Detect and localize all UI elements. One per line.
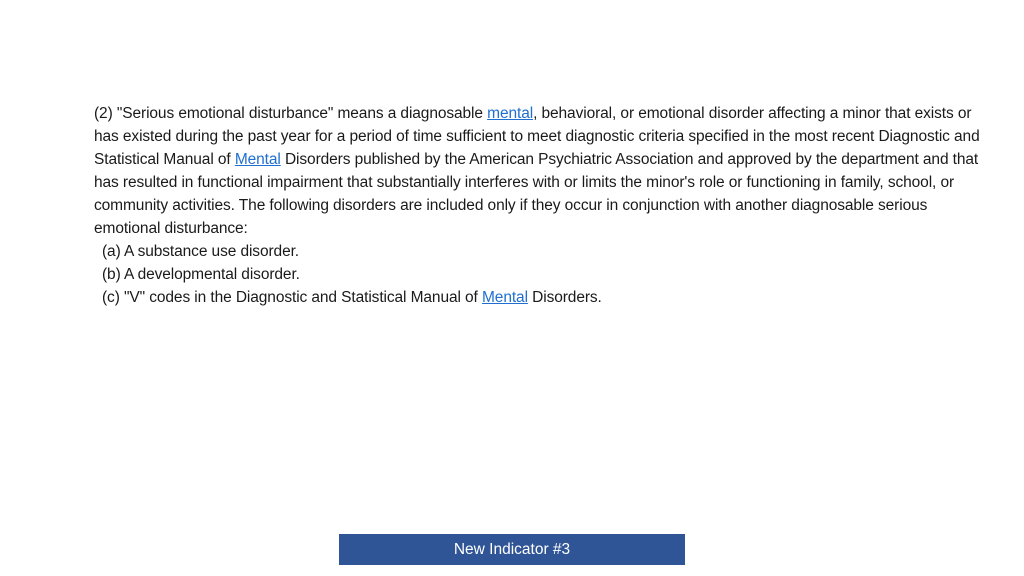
- footer-banner: [339, 534, 685, 565]
- definition-paragraph: [94, 102, 994, 240]
- footer-label: New Indicator #3: [453, 541, 571, 558]
- list-item-c: [94, 286, 994, 309]
- list-item-a: (a) A substance use disorder.: [102, 243, 299, 260]
- list-item-c-start: (c) "V" codes in the Diagnostic and Statistical Manual of: [102, 289, 482, 306]
- list-item-c-end: Disorders.: [527, 289, 602, 306]
- list-item-b: (b) A developmental disorder.: [102, 266, 300, 283]
- definition-text-end: Disorders published by the American Psychiatric Association and approved by the department and that has resulted in functional impairment that substantially interferes with or limits the minor's role or functioning in family, school, or community activities. The following disorders are included only if they occur in conjunction with another diagnosable serious emotional disturbance:: [94, 151, 979, 237]
- definition-text-middle: , behavioral, or emotional disorder affecting a minor that exists or has existed during the past year for a period of time sufficient to meet diagnostic criteria specified in the most recent Diagnostic and Statistical Manual of: [94, 105, 980, 168]
- definition-text-start: (2) "Serious emotional disturbance" means a diagnosable: [94, 105, 488, 122]
- mental-link-3[interactable]: Mental: [481, 289, 528, 306]
- mental-link-2[interactable]: Mental: [234, 151, 281, 168]
- definition-text: [94, 102, 994, 309]
- mental-link-1[interactable]: mental: [487, 105, 534, 122]
